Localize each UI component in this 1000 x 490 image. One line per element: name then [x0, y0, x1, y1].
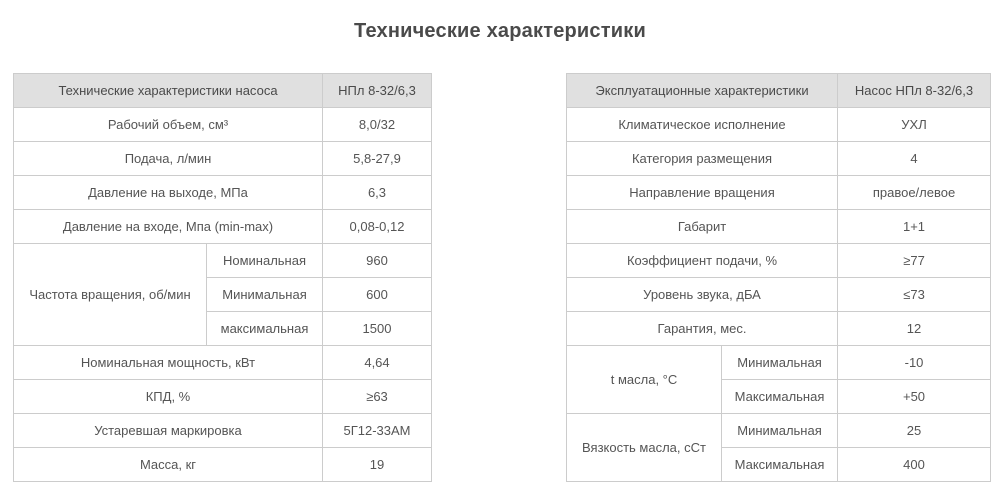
row-label: Подача, л/мин	[14, 142, 323, 176]
table-row	[567, 142, 991, 176]
row-value: +50	[838, 380, 991, 414]
row-value: -10	[838, 346, 991, 380]
row-value: 1500	[323, 312, 432, 346]
table-row	[567, 278, 991, 312]
header-cell: Насос НПл 8-32/6,3	[838, 74, 991, 108]
header-cell: НПл 8-32/6,3	[323, 74, 432, 108]
row-value: 8,0/32	[323, 108, 432, 142]
row-value: 19	[323, 448, 432, 482]
row-value: 25	[838, 414, 991, 448]
table-row	[14, 346, 432, 380]
row-label: Категория размещения	[567, 142, 838, 176]
table-row	[567, 346, 991, 380]
row-label: Рабочий объем, см³	[14, 108, 323, 142]
sub-label: максимальная	[207, 312, 323, 346]
table-row	[567, 210, 991, 244]
row-label: Коэффициент подачи, %	[567, 244, 838, 278]
header-cell: Технические характеристики насоса	[14, 74, 323, 108]
sub-label: Максимальная	[722, 448, 838, 482]
table-row	[14, 414, 432, 448]
table-row	[567, 414, 991, 448]
table-row	[14, 380, 432, 414]
row-label: Направление вращения	[567, 176, 838, 210]
row-value: ≥77	[838, 244, 991, 278]
table-row	[14, 176, 432, 210]
row-value: 4,64	[323, 346, 432, 380]
table-row	[567, 312, 991, 346]
row-label: Климатическое исполнение	[567, 108, 838, 142]
table-row	[14, 108, 432, 142]
table-row	[14, 142, 432, 176]
row-label: Номинальная мощность, кВт	[14, 346, 323, 380]
row-value: 960	[323, 244, 432, 278]
row-value: 12	[838, 312, 991, 346]
row-value: 6,3	[323, 176, 432, 210]
row-value: 1+1	[838, 210, 991, 244]
row-label: Гарантия, мес.	[567, 312, 838, 346]
row-label: Вязкость масла, сСт	[567, 414, 722, 482]
row-label: Габарит	[567, 210, 838, 244]
row-label: КПД, %	[14, 380, 323, 414]
row-label: Давление на входе, Мпа (min-max)	[14, 210, 323, 244]
row-label: Давление на выходе, МПа	[14, 176, 323, 210]
sub-label: Минимальная	[722, 414, 838, 448]
operating-specs-table	[566, 73, 991, 482]
row-label: Уровень звука, дБА	[567, 278, 838, 312]
row-value: 400	[838, 448, 991, 482]
page-title: Технические характеристики	[354, 20, 646, 42]
table-header-row	[14, 74, 432, 108]
row-label: Устаревшая маркировка	[14, 414, 323, 448]
table-row	[567, 176, 991, 210]
row-label: Масса, кг	[14, 448, 323, 482]
row-value: 5,8-27,9	[323, 142, 432, 176]
row-value: 0,08-0,12	[323, 210, 432, 244]
header-cell: Эксплуатационные характеристики	[567, 74, 838, 108]
row-label: t масла, °С	[567, 346, 722, 414]
table-row	[567, 108, 991, 142]
table-row	[14, 448, 432, 482]
pump-specs-table	[13, 73, 432, 482]
row-value: правое/левое	[838, 176, 991, 210]
row-value: ≥63	[323, 380, 432, 414]
table-header-row	[567, 74, 991, 108]
sub-label: Минимальная	[722, 346, 838, 380]
sub-label: Номинальная	[207, 244, 323, 278]
row-value: 5Г12-33АМ	[323, 414, 432, 448]
sub-label: Минимальная	[207, 278, 323, 312]
table-row	[14, 210, 432, 244]
sub-label: Максимальная	[722, 380, 838, 414]
row-value: ≤73	[838, 278, 991, 312]
row-value: 4	[838, 142, 991, 176]
row-value: УХЛ	[838, 108, 991, 142]
row-value: 600	[323, 278, 432, 312]
row-label: Частота вращения, об/мин	[14, 244, 207, 346]
table-row	[567, 244, 991, 278]
table-row	[14, 244, 432, 278]
